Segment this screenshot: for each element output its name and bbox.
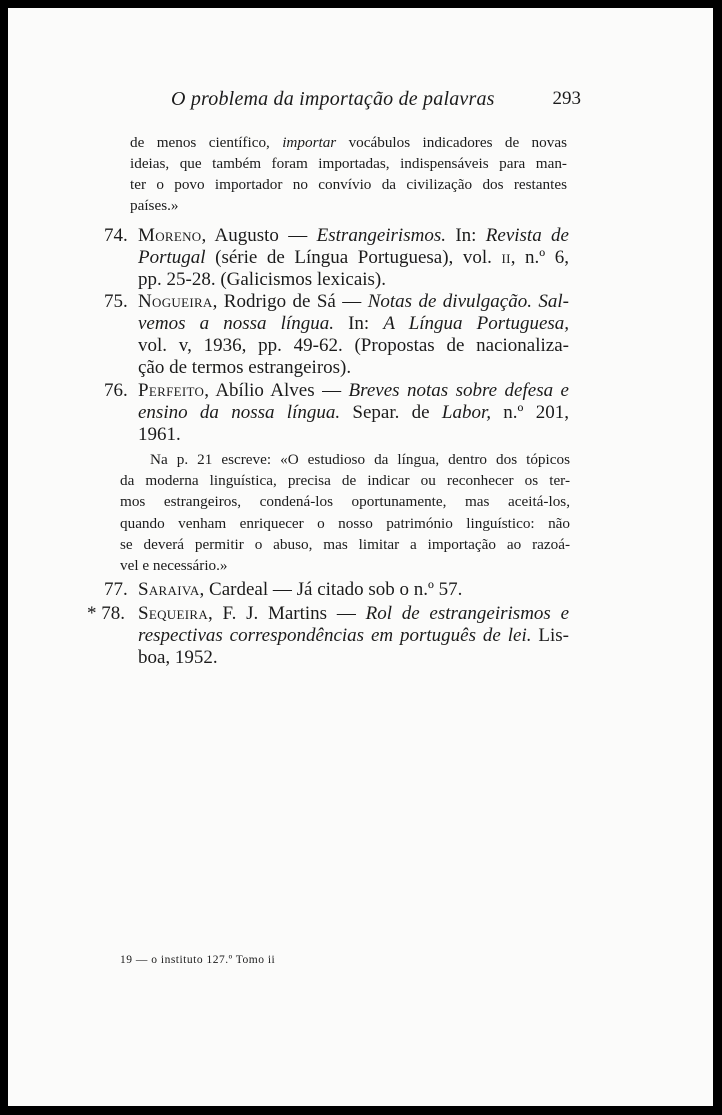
- work-title: Breves notas sobre defesa e: [348, 380, 569, 401]
- note-line: da moderna linguística, precisa de indicar ou reconhecer os ter-: [120, 472, 570, 490]
- bibliography-entry-76: [104, 380, 569, 446]
- entry-76-note: [120, 449, 570, 576]
- journal-title: Portugal: [138, 247, 206, 268]
- work-title: respectivas correspondências em português de lei.: [138, 625, 532, 646]
- quote-continuation: [130, 132, 567, 216]
- quote-line: ideias, que também foram importadas, indispensáveis para man-: [130, 155, 567, 172]
- author-surname: Perfeito: [138, 380, 205, 401]
- author-surname: Nogueira: [138, 291, 213, 312]
- book-page: [8, 8, 713, 1106]
- work-title: Notas de divulgação. Sal-: [367, 291, 569, 312]
- entry-body: Moreno, Augusto — Estrangeirismos. In: Revista de Portugal (série de Língua Portuguesa), vol. ii, n.º 6, pp. 25-28. (Galicismos lexicais).: [138, 225, 569, 290]
- entry-body: Saraiva, Cardeal — Já citado sob o n.º 57.: [138, 579, 463, 600]
- bibliography-entry-74: [104, 225, 569, 291]
- note-line: quando venham enriquecer o nosso património linguístico: não: [120, 514, 570, 532]
- journal-title: Labor,: [441, 402, 491, 423]
- entry-number: * 78.: [87, 603, 125, 624]
- printer-signature: 19 — o instituto 127.º Tomo ii: [120, 954, 276, 966]
- quote-line: ter o povo importador no convívio da civilização dos restantes: [130, 176, 567, 193]
- page-number: 293: [552, 88, 581, 109]
- work-title: Rol de estrangeirismos e: [365, 603, 570, 624]
- work-title: Estrangeirismos.: [316, 225, 446, 246]
- note-line: Na p. 21 escreve: «O estudioso da língua, dentro dos tópicos: [150, 451, 570, 468]
- author-surname: Sequeira: [138, 603, 209, 624]
- bibliography-entry-78: [87, 603, 570, 669]
- quote-line: de menos científico, importar vocábulos indicadores de novas: [130, 134, 567, 151]
- entry-body: Perfeito, Abílio Alves — Breves notas sobre defesa e ensino da nossa língua. Separ. de Labor, n.º 201, 1961.: [138, 380, 569, 445]
- journal-title: A Língua Portuguesa,: [383, 313, 570, 334]
- running-title: O problema da importação de palavras: [171, 88, 495, 110]
- entry-body: Nogueira, Rodrigo de Sá — Notas de divulgação. Sal- vemos a nossa língua. In: A Língua Portuguesa, vol. v, 1936, pp. 49-62. (Propostas de nacionaliza- ção de termos estrangeiros).: [138, 291, 570, 378]
- journal-title: Revista de: [485, 225, 569, 246]
- note-line: se deverá permitir o abuso, mas limitar a importação ao razoá-: [120, 535, 570, 553]
- note-line: mos estrangeiros, condená-los oportunamente, mas aceitá-los,: [120, 493, 570, 511]
- bibliography-entry-75: [104, 291, 569, 379]
- entry-number: 77.: [104, 579, 128, 600]
- bibliography-entry-77: [104, 579, 569, 601]
- entry-number: 76.: [104, 380, 128, 401]
- note-line: vel e necessário.»: [120, 557, 228, 575]
- entry-body: Sequeira, F. J. Martins — Rol de estrangeirismos e respectivas correspondências em português de lei. Lis- boa, 1952.: [138, 603, 570, 668]
- entry-number: 75.: [104, 291, 128, 312]
- entry-number: 74.: [104, 225, 128, 246]
- author-surname: Moreno: [138, 225, 202, 246]
- author-surname: Saraiva: [138, 579, 200, 600]
- quote-line: países.»: [130, 197, 179, 214]
- running-header: [171, 88, 581, 112]
- work-title: vemos a nossa língua.: [138, 313, 334, 334]
- work-title: ensino da nossa língua.: [138, 402, 341, 423]
